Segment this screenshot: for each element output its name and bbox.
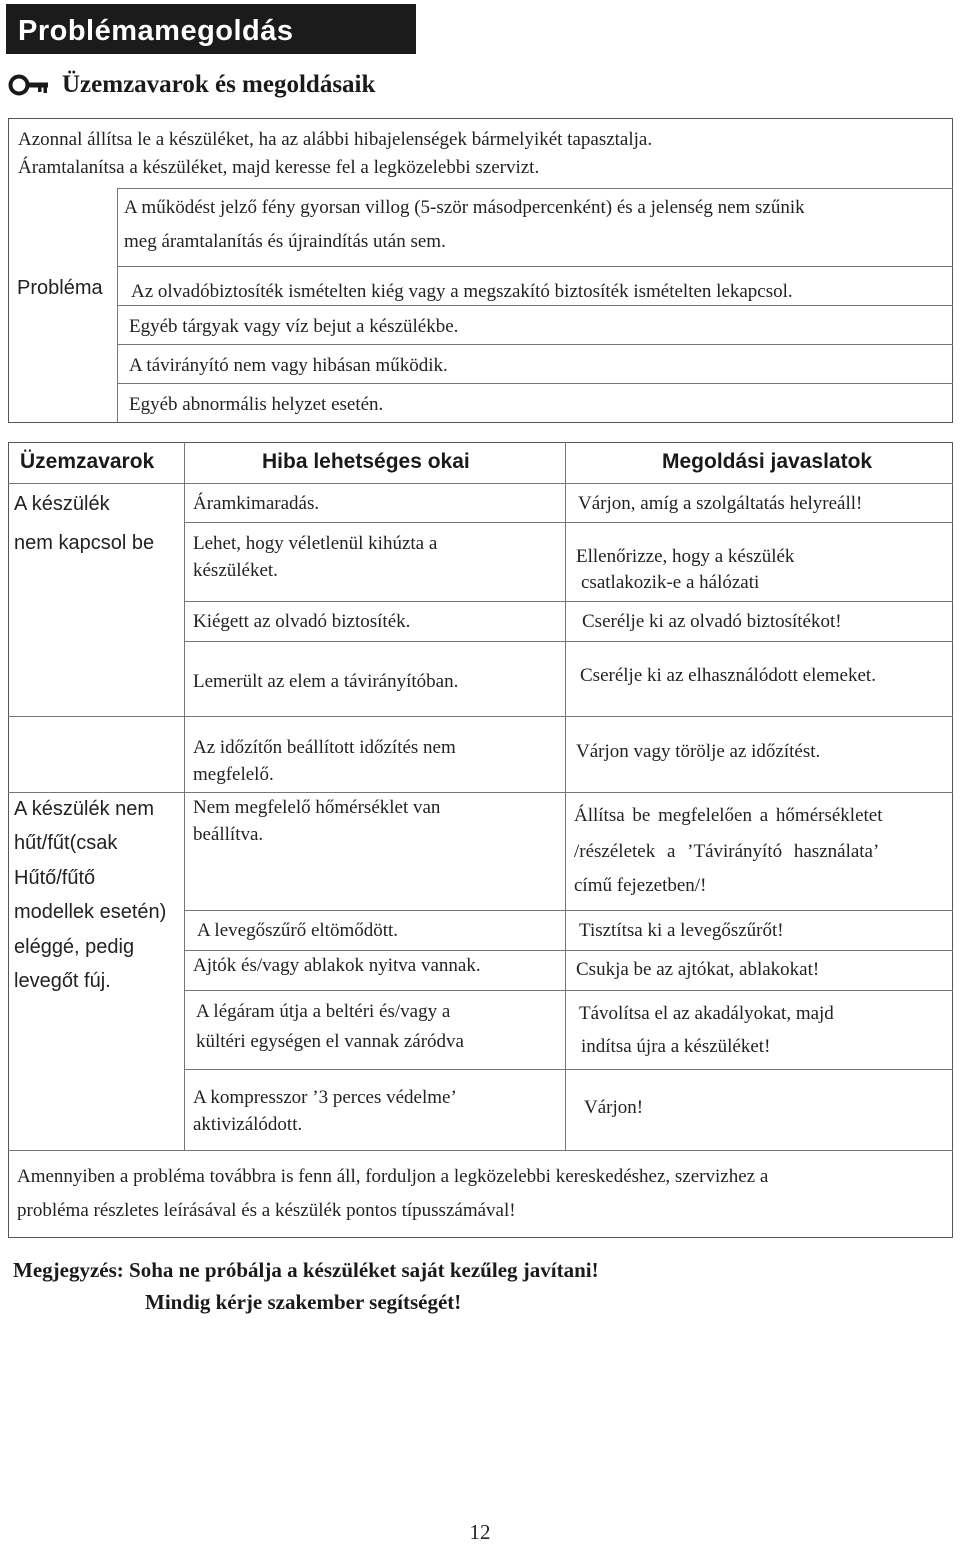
- solution-line: indítsa újra a készüléket!: [581, 1036, 771, 1057]
- page-number: 12: [469, 1520, 491, 1544]
- cause-line: aktivizálódott.: [193, 1114, 303, 1135]
- table-footer-line: Amennyiben a probléma továbbra is fenn áll, forduljon a legközelebbi kereskedéshez, szervizhez a: [17, 1166, 769, 1187]
- fault-label: modellek esetén): [14, 901, 167, 923]
- cause-line: kültéri egységen el vannak záródva: [196, 1031, 464, 1052]
- solution-cell: Csukja be az ajtókat, ablakokat!: [576, 959, 820, 980]
- note-line-2: Mindig kérje szakember segítségét!: [145, 1290, 462, 1314]
- solution-cell: Várjon!: [584, 1097, 644, 1118]
- problem-item: meg áramtalanítás és újraindítás után sem.: [124, 231, 446, 252]
- cause-cell: Lemerült az elem a távirányítóban.: [193, 671, 459, 692]
- solution-cell: [572, 543, 932, 599]
- solution-cell: Tisztítsa ki a levegőszűrőt!: [579, 920, 784, 941]
- problem-item: Az olvadóbiztosíték ismételten kiég vagy a megszakító biztosíték ismételten lekapcsol.: [131, 281, 793, 302]
- solution-line: című fejezetben/!: [574, 875, 707, 896]
- fault-label: hűt/fűt(csak: [14, 832, 118, 854]
- section-heading: [8, 68, 375, 102]
- note-line-1: Megjegyzés: Soha ne próbálja a készüléket saját kezűleg javítani!: [13, 1258, 599, 1282]
- page-title: Problémamegoldás: [6, 4, 416, 54]
- fault-label: levegőt fúj.: [14, 970, 111, 992]
- solution-cell: Várjon, amíg a szolgáltatás helyreáll!: [578, 493, 863, 514]
- col-header-fault: Üzemzavarok: [20, 450, 155, 473]
- solution-line: Távolítsa el az akadályokat, majd: [579, 1003, 834, 1024]
- solution-cell: Cserélje ki az elhasználódott elemeket.: [580, 665, 876, 686]
- fault-label: eléggé, pedig: [14, 936, 135, 958]
- cause-cell: Az időzítőn beállított időzítés nem megfelelő.: [193, 737, 456, 785]
- intro-line-1: Azonnal állítsa le a készüléket, ha az alábbi hibajelenségek bármelyikét tapasztalja.: [18, 129, 653, 150]
- problem-item: Egyéb abnormális helyzet esetén.: [129, 394, 384, 415]
- col-header-solution: Megoldási javaslatok: [662, 450, 873, 473]
- problem-item: Egyéb tárgyak vagy víz bejut a készülékbe.: [129, 316, 459, 337]
- cause-line: A kompresszor ’3 perces védelme’: [193, 1087, 457, 1108]
- section-subtitle: Üzemzavarok és megoldásaik: [62, 71, 376, 98]
- cause-cell: Áramkimaradás.: [193, 493, 320, 514]
- cause-cell: A levegőszűrő eltömődött.: [197, 920, 399, 941]
- problem-item: A távirányító nem vagy hibásan működik.: [129, 355, 448, 376]
- col-header-cause: Hiba lehetséges okai: [262, 450, 470, 473]
- solution-line: csatlakozik-e a hálózati: [581, 572, 760, 593]
- solution-line: /részéletek a ’Távirányító használata’: [574, 841, 880, 862]
- solution-line: Ellenőrizze, hogy a készülék: [576, 546, 795, 567]
- cause-cell: Ajtók és/vagy ablakok nyitva vannak.: [193, 955, 481, 976]
- fault-label: Hűtő/fűtő: [14, 867, 96, 889]
- cause-cell: Lehet, hogy véletlenül kihúzta a készüléket.: [193, 533, 438, 581]
- cause-cell: Kiégett az olvadó biztosíték.: [193, 611, 411, 632]
- problem-label: Probléma: [17, 277, 103, 299]
- key-icon: [8, 74, 50, 96]
- cause-line: A légáram útja a beltéri és/vagy a: [196, 1001, 451, 1022]
- cause-cell: Nem megfelelő hőmérséklet van beállítva.: [193, 797, 441, 845]
- solution-cell: Cserélje ki az olvadó biztosítékot!: [582, 611, 842, 632]
- problem-item: A működést jelző fény gyorsan villog (5-ször másodpercenként) és a jelenség nem szűnik: [124, 197, 805, 218]
- solution-cell: Várjon vagy törölje az időzítést.: [576, 741, 821, 762]
- fault-label: A készülék nem: [14, 798, 155, 820]
- table-footer-line: probléma részletes leírásával és a készülék pontos típusszámával!: [17, 1200, 516, 1221]
- intro-line-2: Áramtalanítsa a készüléket, majd keresse fel a legközelebbi szervizt.: [18, 157, 540, 178]
- solution-line: Állítsa be megfelelően a hőmérsékletet: [574, 805, 883, 826]
- fault-label: A készülék: [14, 493, 110, 515]
- fault-label: nem kapcsol be: [14, 532, 155, 554]
